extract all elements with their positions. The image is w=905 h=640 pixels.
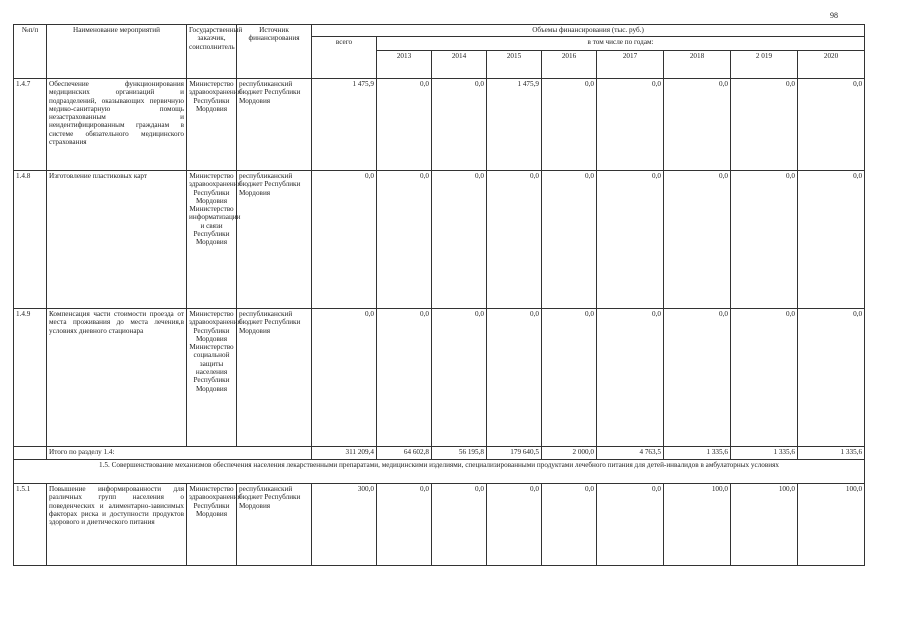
row-value: 1 475,9 — [487, 79, 542, 171]
row-value: 100,0 — [731, 484, 798, 566]
row-customer: Министерство здравоохранения Республики Мордовия — [187, 79, 237, 171]
subtotal-value: 64 602,8 — [377, 447, 432, 460]
row-name: Обеспечение функционирования медицинских организаций и подразделений, оказывающих первичную медико-санитарную помощь незастрахованным и неидентифицированным гражданам в системе обязательного медицинского страхования — [47, 79, 187, 171]
row-value: 0,0 — [731, 171, 798, 309]
row-value: 0,0 — [377, 79, 432, 171]
table-row — [14, 484, 865, 566]
subtotal-label: Итого по разделу 1.4: — [47, 447, 312, 460]
row-value: 0,0 — [487, 309, 542, 447]
table-row — [14, 309, 865, 447]
row-value: 0,0 — [377, 171, 432, 309]
row-total: 1 475,9 — [312, 79, 377, 171]
row-value: 0,0 — [487, 484, 542, 566]
row-value: 0,0 — [664, 309, 731, 447]
row-total: 0,0 — [312, 309, 377, 447]
header-year: 2 019 — [731, 51, 798, 79]
header-year: 2020 — [798, 51, 865, 79]
row-source: республиканский бюджет Республики Мордовия — [237, 79, 312, 171]
header-source: Источник финансирования — [237, 25, 312, 79]
header-year: 2018 — [664, 51, 731, 79]
row-value: 0,0 — [798, 79, 865, 171]
row-total: 300,0 — [312, 484, 377, 566]
row-name: Повышение информированности для различных групп населения о поведенческих и алиментарно-зависимых факторах риска и доступности продуктов здорового и диетического питания — [47, 484, 187, 566]
subtotal-total: 311 209,4 — [312, 447, 377, 460]
row-value: 0,0 — [432, 484, 487, 566]
header-volumes: Объемы финансирования (тыс. руб.) — [312, 25, 865, 37]
header-year: 2017 — [597, 51, 664, 79]
row-value: 0,0 — [487, 171, 542, 309]
header-name: Наименование мероприятий — [47, 25, 187, 79]
header-customer: Государственный заказчик, соисполнитель — [187, 25, 237, 79]
header-num: №п/п — [14, 25, 47, 79]
row-value: 0,0 — [377, 484, 432, 566]
table-row — [14, 79, 865, 171]
row-value: 0,0 — [432, 79, 487, 171]
row-value: 100,0 — [664, 484, 731, 566]
subtotal-value: 1 335,6 — [731, 447, 798, 460]
row-value: 0,0 — [597, 309, 664, 447]
row-value: 0,0 — [798, 309, 865, 447]
row-value: 0,0 — [731, 79, 798, 171]
row-source: республиканский бюджет Республики Мордовия — [237, 171, 312, 309]
subtotal-value: 1 335,6 — [664, 447, 731, 460]
row-value: 0,0 — [798, 171, 865, 309]
header-total: всего — [312, 37, 377, 79]
row-value: 0,0 — [542, 79, 597, 171]
header-year: 2016 — [542, 51, 597, 79]
subtotal-value: 56 195,8 — [432, 447, 487, 460]
subtotal-row — [14, 447, 865, 460]
row-value: 0,0 — [542, 484, 597, 566]
row-customer: Министерство здравоохранения Республики Мордовия Министерство информатизации и связи Республики Мордовия — [187, 171, 237, 309]
row-num: 1.4.9 — [14, 309, 47, 447]
row-value: 0,0 — [432, 309, 487, 447]
row-value: 0,0 — [597, 484, 664, 566]
row-num: 1.5.1 — [14, 484, 47, 566]
row-value: 100,0 — [798, 484, 865, 566]
header-year: 2015 — [487, 51, 542, 79]
header-year: 2014 — [432, 51, 487, 79]
row-name: Изготовление пластиковых карт — [47, 171, 187, 309]
row-value: 0,0 — [542, 309, 597, 447]
row-source: республиканский бюджет Республики Мордовия — [237, 309, 312, 447]
row-total: 0,0 — [312, 171, 377, 309]
row-value: 0,0 — [597, 171, 664, 309]
page-number: 98 — [830, 11, 838, 20]
row-customer: Министерство здравоохранения Республики Мордовия — [187, 484, 237, 566]
subtotal-value: 179 640,5 — [487, 447, 542, 460]
row-value: 0,0 — [542, 171, 597, 309]
row-value: 0,0 — [664, 171, 731, 309]
header-year: 2013 — [377, 51, 432, 79]
row-num: 1.4.7 — [14, 79, 47, 171]
row-value: 0,0 — [597, 79, 664, 171]
row-num: 1.4.8 — [14, 171, 47, 309]
subtotal-value: 2 000,0 — [542, 447, 597, 460]
subtotal-value: 4 763,5 — [597, 447, 664, 460]
header-including: в том числе по годам: — [377, 37, 865, 51]
row-value: 0,0 — [731, 309, 798, 447]
row-source: республиканский бюджет Республики Мордовия — [237, 484, 312, 566]
row-value: 0,0 — [664, 79, 731, 171]
row-customer: Министерство здравоохранения Республики Мордовия Министерство социальной защиты населения Республики Мордовия — [187, 309, 237, 447]
financing-table — [13, 24, 865, 566]
section-title: 1.5. Совершенствование механизмов обеспечения населения лекарственными препаратами, медицинскими изделиями, специализированными продуктами лечебного питания для детей-инвалидов в амбулаторных условиях — [14, 460, 865, 484]
row-value: 0,0 — [432, 171, 487, 309]
table-row — [14, 171, 865, 309]
row-name: Компенсация части стоимости проезда от места проживания до места лечения,в условиях дневного стационара — [47, 309, 187, 447]
row-value: 0,0 — [377, 309, 432, 447]
subtotal-value: 1 335,6 — [798, 447, 865, 460]
